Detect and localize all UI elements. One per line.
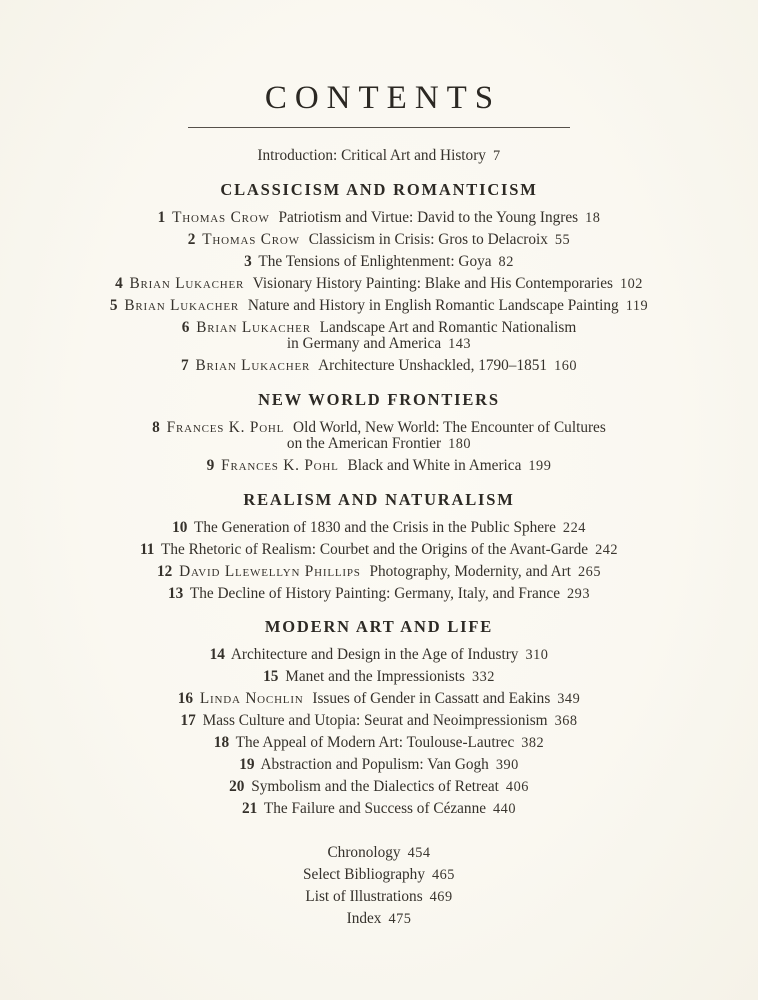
toc-entry: [40, 647, 718, 664]
chapter-title: The Failure and Success of Cézanne: [263, 800, 487, 817]
chapter-author: Thomas Crow: [202, 230, 300, 248]
chapter-page-number: 332: [471, 669, 495, 685]
toc-entry: [40, 713, 718, 730]
backmatter-page-number: 469: [429, 888, 453, 905]
toc-entry: [40, 735, 718, 752]
chapter-title: The Tensions of Enlightenment: Goya: [258, 252, 492, 270]
chapter-page-number: 199: [528, 458, 552, 474]
chapter-number: 13: [168, 584, 184, 602]
chapter-page-number: 406: [505, 779, 529, 795]
chapter-title-continued: on the American Frontier: [286, 435, 442, 452]
chapter-page-number: 310: [525, 647, 549, 663]
chapter-author: Frances K. Pohl: [221, 457, 339, 474]
chapter-page-number: 265: [578, 563, 601, 580]
toc-entry: [40, 564, 718, 581]
backmatter-page-number: 454: [407, 844, 431, 861]
chapter-author: Linda Nochlin: [199, 690, 304, 707]
chapter-author: Brian Lukacher: [124, 296, 239, 314]
backmatter-label: List of Illustrations: [305, 887, 423, 905]
chapter-title: Photography, Modernity, and Art: [369, 562, 572, 580]
backmatter-entry: [0, 911, 758, 928]
chapter-title: The Rhetoric of Realism: Courbet and the Origins of the Avant-Garde: [160, 540, 589, 558]
chapter-page-number: 160: [554, 358, 578, 374]
chapter-title: Architecture and Design in the Age of Industry: [230, 646, 519, 663]
chapter-title: Old World, New World: The Encounter of Cultures: [293, 418, 606, 436]
chapter-title: Abstraction and Populism: Van Gogh: [260, 756, 489, 773]
toc-entry: [40, 691, 718, 708]
chapter-title: Architecture Unshackled, 1790–1851: [318, 357, 548, 374]
chapter-title: Nature and History in English Romantic Landscape Painting: [247, 296, 619, 314]
chapter-author: Brian Lukacher: [129, 274, 245, 292]
toc-entry: [40, 757, 718, 774]
backmatter-entry: [0, 845, 758, 862]
chapter-title-continued: in Germany and America: [286, 335, 442, 352]
chapter-page-number: 349: [557, 691, 581, 707]
backmatter-label: Select Bibliography: [303, 865, 425, 883]
chapter-page-number: 18: [585, 209, 601, 226]
chapter-page-number: 119: [625, 297, 649, 314]
section-heading-2: NEW WORLD FRONTIERS: [258, 389, 500, 409]
toc-entry: [40, 276, 718, 293]
chapter-page-number: 390: [495, 757, 519, 773]
chapter-title: Mass Culture and Utopia: Seurat and Neoimpressionism: [202, 712, 548, 729]
chapter-page-number: 224: [562, 519, 586, 536]
chapter-number: 3: [244, 252, 252, 270]
chapter-number: 18: [213, 734, 230, 751]
chapter-number: 6: [181, 318, 190, 336]
toc-entry: [40, 358, 718, 375]
backmatter-entry: [0, 889, 758, 906]
chapter-number: 10: [172, 518, 188, 536]
chapter-number: 5: [109, 296, 118, 314]
section-heading-3: REALISM AND NATURALISM: [243, 489, 515, 509]
chapter-page-number: 382: [521, 735, 545, 751]
chapter-number: 11: [139, 540, 155, 558]
toc-entry: [40, 232, 718, 249]
page-title: CONTENTS: [264, 80, 502, 116]
chapter-number: 15: [263, 668, 279, 685]
sections-container: [0, 180, 758, 818]
chapter-page-number: 82: [498, 253, 514, 270]
intro-label: Introduction: Critical Art and History: [257, 147, 486, 164]
backmatter-label: Chronology: [327, 843, 401, 861]
toc-entry: [40, 520, 718, 537]
chapter-author: Frances K. Pohl: [166, 418, 285, 436]
chapter-number: 14: [209, 646, 225, 663]
chapter-title: Patriotism and Virtue: David to the Young Ingres: [278, 208, 579, 226]
chapter-title: Issues of Gender in Cassatt and Eakins: [312, 690, 551, 707]
toc-entry: [40, 669, 718, 686]
toc-entry: [40, 458, 718, 475]
chapter-number: 20: [229, 778, 245, 795]
toc-entry: [40, 779, 718, 796]
backmatter-label: Index: [346, 909, 382, 927]
chapter-page-number: 143: [448, 336, 472, 352]
chapter-number: 7: [180, 357, 189, 374]
backmatter-container: [0, 845, 758, 928]
toc-entry: [40, 320, 718, 353]
chapter-title: The Generation of 1830 and the Crisis in the Public Sphere: [193, 518, 556, 536]
chapter-page-number: 368: [554, 713, 578, 729]
toc-entry: [40, 254, 718, 271]
chapter-number: 21: [242, 800, 258, 817]
chapter-author: Thomas Crow: [172, 208, 270, 226]
intro-page-number: 7: [492, 148, 501, 164]
toc-entry: [40, 542, 718, 559]
toc-entry: [40, 801, 718, 818]
backmatter-page-number: 475: [388, 910, 412, 927]
chapter-title: Classicism in Crisis: Gros to Delacroix: [308, 230, 548, 248]
chapter-number: 8: [152, 418, 160, 436]
chapter-title: The Decline of History Painting: Germany, Italy, and France: [189, 584, 561, 602]
chapter-author: Brian Lukacher: [195, 357, 311, 374]
chapter-number: 9: [206, 457, 215, 474]
chapter-number: 12: [157, 562, 173, 580]
toc-entry: [40, 420, 718, 453]
backmatter-entry: [0, 867, 758, 884]
chapter-number: 2: [187, 230, 196, 248]
toc-entry: [40, 298, 718, 315]
chapter-title: Visionary History Painting: Blake and His Contemporaries: [252, 274, 613, 292]
chapter-title: Black and White in America: [347, 457, 522, 474]
toc-entry: [40, 586, 718, 603]
chapter-number: 4: [115, 274, 123, 292]
chapter-title: The Appeal of Modern Art: Toulouse-Lautrec: [235, 734, 515, 751]
chapter-page-number: 293: [567, 585, 590, 602]
section-heading-4: MODERN ART AND LIFE: [264, 617, 494, 636]
chapter-number: 1: [157, 208, 166, 226]
intro-entry: [0, 148, 758, 165]
title-rule: [188, 127, 570, 128]
chapter-page-number: 180: [448, 436, 472, 452]
chapter-number: 17: [180, 712, 196, 729]
chapter-page-number: 102: [619, 275, 643, 292]
chapter-title: Symbolism and the Dialectics of Retreat: [251, 778, 499, 795]
chapter-number: 16: [177, 690, 194, 707]
chapter-author: Brian Lukacher: [196, 318, 311, 336]
chapter-title: Landscape Art and Romantic Nationalism: [319, 318, 577, 336]
section-heading-1: CLASSICISM AND ROMANTICISM: [220, 179, 538, 199]
chapter-author: David Llewellyn Phillips: [179, 562, 361, 580]
toc-entry: [40, 210, 718, 227]
backmatter-page-number: 465: [431, 866, 455, 883]
chapter-page-number: 440: [493, 801, 516, 817]
chapter-page-number: 55: [554, 231, 571, 248]
chapter-page-number: 242: [595, 541, 619, 558]
chapter-number: 19: [239, 756, 255, 773]
chapter-title: Manet and the Impressionists: [285, 668, 465, 685]
